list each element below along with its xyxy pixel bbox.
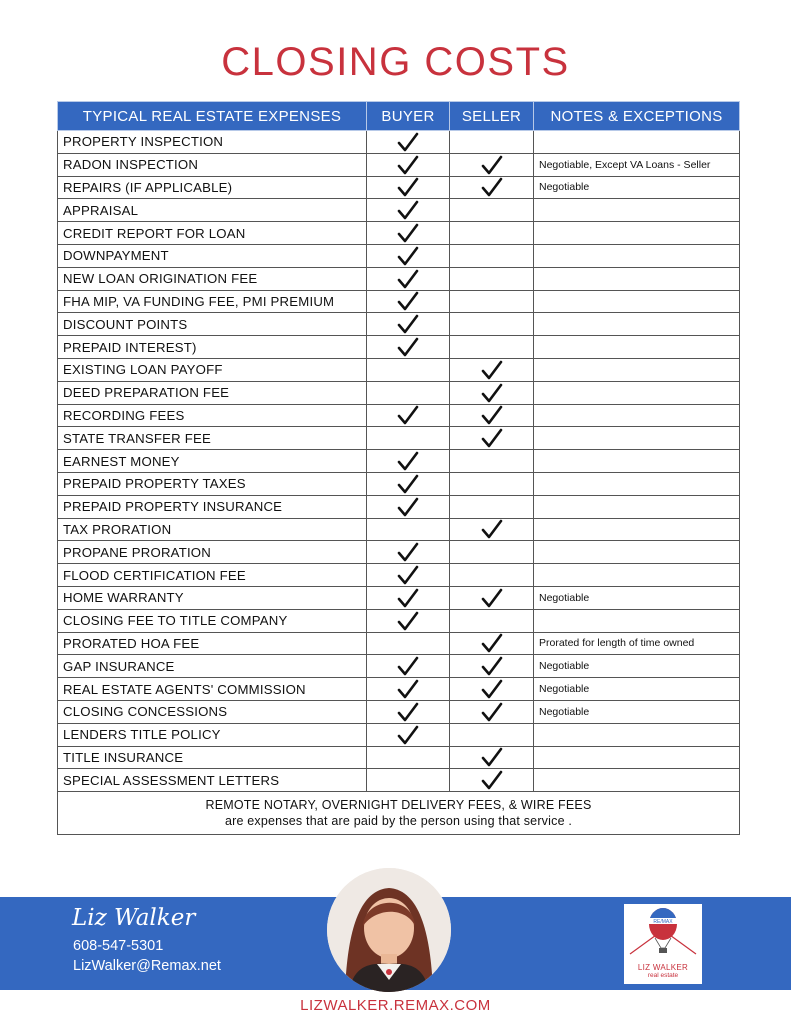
expense-cell: NEW LOAN ORIGINATION FEE	[58, 267, 367, 290]
table-row	[58, 518, 740, 541]
notes-cell	[534, 541, 740, 564]
footnote-line-2: are expenses that are paid by the person using that service .	[224, 814, 573, 829]
table-row	[58, 564, 740, 587]
table-row	[58, 313, 740, 336]
checkmark-icon	[397, 269, 419, 289]
checkmark-icon	[397, 565, 419, 585]
expense-cell: APPRAISAL	[58, 199, 367, 222]
table-row	[58, 199, 740, 222]
checkmark-icon	[397, 679, 419, 699]
agent-phone[interactable]: 608-547-5301	[73, 938, 164, 954]
expense-cell: DISCOUNT POINTS	[58, 313, 367, 336]
expense-cell: CLOSING FEE TO TITLE COMPANY	[58, 609, 367, 632]
expense-cell: RECORDING FEES	[58, 404, 367, 427]
notes-cell	[534, 495, 740, 518]
checkmark-icon	[481, 702, 503, 722]
buyer-cell	[367, 564, 450, 587]
checkmark-icon	[481, 428, 503, 448]
expense-cell: HOME WARRANTY	[58, 586, 367, 609]
seller-cell	[450, 700, 534, 723]
notes-cell	[534, 290, 740, 313]
table-row	[58, 176, 740, 199]
seller-cell	[450, 678, 534, 701]
checkmark-icon	[397, 246, 419, 266]
table-row	[58, 244, 740, 267]
table-row	[58, 678, 740, 701]
table-row	[58, 746, 740, 769]
table-row	[58, 632, 740, 655]
seller-cell	[450, 769, 534, 792]
buyer-cell	[367, 609, 450, 632]
seller-cell	[450, 381, 534, 404]
expense-cell: REPAIRS (IF APPLICABLE)	[58, 176, 367, 199]
buyer-cell	[367, 427, 450, 450]
checkmark-icon	[481, 770, 503, 790]
seller-cell	[450, 723, 534, 746]
expense-cell: DEED PREPARATION FEE	[58, 381, 367, 404]
seller-cell	[450, 358, 534, 381]
notes-cell: Negotiable	[534, 586, 740, 609]
seller-cell	[450, 609, 534, 632]
expense-cell: REAL ESTATE AGENTS' COMMISSION	[58, 678, 367, 701]
logo-subtitle: real estate	[647, 972, 679, 979]
notes-cell: Negotiable, Except VA Loans - Seller	[534, 153, 740, 176]
buyer-cell	[367, 153, 450, 176]
agent-signature: Liz Walker	[72, 905, 196, 931]
seller-cell	[450, 404, 534, 427]
checkmark-icon	[481, 155, 503, 175]
remax-logo[interactable]	[624, 904, 702, 984]
buyer-cell	[367, 541, 450, 564]
seller-cell	[450, 267, 534, 290]
expense-cell: TITLE INSURANCE	[58, 746, 367, 769]
expense-cell: LENDERS TITLE POLICY	[58, 723, 367, 746]
expense-cell: TAX PRORATION	[58, 518, 367, 541]
seller-cell	[450, 746, 534, 769]
logo-balloon-text: RE/MAX	[653, 919, 673, 925]
table-body	[58, 131, 740, 792]
buyer-cell	[367, 267, 450, 290]
table-row	[58, 541, 740, 564]
table-row	[58, 769, 740, 792]
buyer-cell	[367, 723, 450, 746]
expense-cell: CLOSING CONCESSIONS	[58, 700, 367, 723]
notes-cell	[534, 450, 740, 473]
expense-cell: RADON INSPECTION	[58, 153, 367, 176]
column-header-seller: SELLER	[450, 102, 534, 131]
seller-cell	[450, 131, 534, 154]
footnote-cell	[58, 792, 740, 835]
buyer-cell	[367, 222, 450, 245]
buyer-cell	[367, 244, 450, 267]
seller-cell	[450, 472, 534, 495]
checkmark-icon	[397, 132, 419, 152]
notes-cell	[534, 564, 740, 587]
expense-cell: PROPERTY INSPECTION	[58, 131, 367, 154]
notes-cell	[534, 404, 740, 427]
website-link[interactable]: LIZWALKER.REMAX.COM	[300, 997, 491, 1014]
notes-cell: Negotiable	[534, 655, 740, 678]
seller-cell	[450, 199, 534, 222]
table-header-row	[58, 102, 740, 131]
checkmark-icon	[397, 223, 419, 243]
notes-cell	[534, 222, 740, 245]
buyer-cell	[367, 131, 450, 154]
footnote-line-1: REMOTE NOTARY, OVERNIGHT DELIVERY FEES, & WIRE FEES	[205, 798, 592, 813]
seller-cell	[450, 244, 534, 267]
seller-cell	[450, 336, 534, 359]
checkmark-icon	[481, 405, 503, 425]
notes-cell	[534, 199, 740, 222]
table-row	[58, 700, 740, 723]
seller-cell	[450, 632, 534, 655]
checkmark-icon	[397, 451, 419, 471]
expense-cell: EARNEST MONEY	[58, 450, 367, 473]
checkmark-icon	[397, 656, 419, 676]
buyer-cell	[367, 404, 450, 427]
table-row	[58, 472, 740, 495]
checkmark-icon	[481, 519, 503, 539]
checkmark-icon	[397, 155, 419, 175]
table-row	[58, 450, 740, 473]
table-row	[58, 358, 740, 381]
seller-cell	[450, 153, 534, 176]
notes-cell: Prorated for length of time owned	[534, 632, 740, 655]
notes-cell	[534, 131, 740, 154]
notes-cell	[534, 472, 740, 495]
table-row	[58, 222, 740, 245]
table-row	[58, 427, 740, 450]
table-row	[58, 290, 740, 313]
column-header-expense: TYPICAL REAL ESTATE EXPENSES	[58, 102, 367, 131]
buyer-cell	[367, 746, 450, 769]
notes-cell	[534, 427, 740, 450]
notes-cell: Negotiable	[534, 700, 740, 723]
notes-cell	[534, 769, 740, 792]
table-row	[58, 495, 740, 518]
expense-cell: FLOOD CERTIFICATION FEE	[58, 564, 367, 587]
buyer-cell	[367, 472, 450, 495]
column-header-notes: NOTES & EXCEPTIONS	[534, 102, 740, 131]
checkmark-icon	[481, 747, 503, 767]
checkmark-icon	[397, 702, 419, 722]
seller-cell	[450, 655, 534, 678]
expense-cell: EXISTING LOAN PAYOFF	[58, 358, 367, 381]
seller-cell	[450, 222, 534, 245]
seller-cell	[450, 495, 534, 518]
table-row	[58, 381, 740, 404]
checkmark-icon	[397, 497, 419, 517]
seller-cell	[450, 541, 534, 564]
table-row	[58, 131, 740, 154]
notes-cell	[534, 358, 740, 381]
page-title: CLOSING COSTS	[221, 40, 570, 84]
notes-cell	[534, 336, 740, 359]
buyer-cell	[367, 450, 450, 473]
buyer-cell	[367, 290, 450, 313]
checkmark-icon	[397, 337, 419, 357]
notes-cell	[534, 244, 740, 267]
buyer-cell	[367, 769, 450, 792]
balloon-logo-icon	[624, 904, 702, 964]
checkmark-icon	[481, 656, 503, 676]
checkmark-icon	[481, 360, 503, 380]
table-row	[58, 153, 740, 176]
seller-cell	[450, 518, 534, 541]
footnote-row	[58, 792, 740, 835]
notes-cell	[534, 609, 740, 632]
seller-cell	[450, 450, 534, 473]
notes-cell	[534, 518, 740, 541]
buyer-cell	[367, 336, 450, 359]
buyer-cell	[367, 381, 450, 404]
expense-cell: STATE TRANSFER FEE	[58, 427, 367, 450]
buyer-cell	[367, 586, 450, 609]
seller-cell	[450, 564, 534, 587]
closing-costs-table	[57, 101, 740, 835]
expense-cell: PROPANE PRORATION	[58, 541, 367, 564]
table-row	[58, 336, 740, 359]
buyer-cell	[367, 358, 450, 381]
buyer-cell	[367, 632, 450, 655]
table-row	[58, 655, 740, 678]
seller-cell	[450, 290, 534, 313]
expense-cell: FHA MIP, VA FUNDING FEE, PMI PREMIUM	[58, 290, 367, 313]
buyer-cell	[367, 655, 450, 678]
checkmark-icon	[481, 588, 503, 608]
checkmark-icon	[397, 588, 419, 608]
table-row	[58, 586, 740, 609]
table-row	[58, 267, 740, 290]
checkmark-icon	[397, 542, 419, 562]
checkmark-icon	[481, 679, 503, 699]
notes-cell	[534, 381, 740, 404]
notes-cell: Negotiable	[534, 176, 740, 199]
expense-cell: GAP INSURANCE	[58, 655, 367, 678]
agent-photo	[327, 868, 451, 992]
checkmark-icon	[481, 383, 503, 403]
checkmark-icon	[397, 474, 419, 494]
notes-cell: Negotiable	[534, 678, 740, 701]
buyer-cell	[367, 176, 450, 199]
notes-cell	[534, 723, 740, 746]
buyer-cell	[367, 495, 450, 518]
seller-cell	[450, 427, 534, 450]
buyer-cell	[367, 313, 450, 336]
logo-name: LIZ WALKER	[637, 963, 689, 972]
buyer-cell	[367, 700, 450, 723]
seller-cell	[450, 176, 534, 199]
checkmark-icon	[481, 177, 503, 197]
buyer-cell	[367, 518, 450, 541]
expense-cell: CREDIT REPORT FOR LOAN	[58, 222, 367, 245]
table-row	[58, 723, 740, 746]
notes-cell	[534, 746, 740, 769]
checkmark-icon	[397, 314, 419, 334]
buyer-cell	[367, 199, 450, 222]
checkmark-icon	[397, 291, 419, 311]
agent-portrait-illustration	[327, 868, 451, 992]
column-header-buyer: BUYER	[367, 102, 450, 131]
checkmark-icon	[397, 611, 419, 631]
checkmark-icon	[397, 405, 419, 425]
table-row	[58, 609, 740, 632]
notes-cell	[534, 267, 740, 290]
expense-cell: DOWNPAYMENT	[58, 244, 367, 267]
checkmark-icon	[397, 725, 419, 745]
buyer-cell	[367, 678, 450, 701]
notes-cell	[534, 313, 740, 336]
checkmark-icon	[397, 177, 419, 197]
agent-email[interactable]: LizWalker@Remax.net	[73, 958, 221, 974]
expense-cell: PRORATED HOA FEE	[58, 632, 367, 655]
seller-cell	[450, 313, 534, 336]
table-row	[58, 404, 740, 427]
expense-cell: PREPAID INTEREST)	[58, 336, 367, 359]
seller-cell	[450, 586, 534, 609]
checkmark-icon	[481, 633, 503, 653]
checkmark-icon	[397, 200, 419, 220]
expense-cell: PREPAID PROPERTY INSURANCE	[58, 495, 367, 518]
expense-cell: SPECIAL ASSESSMENT LETTERS	[58, 769, 367, 792]
expense-cell: PREPAID PROPERTY TAXES	[58, 472, 367, 495]
